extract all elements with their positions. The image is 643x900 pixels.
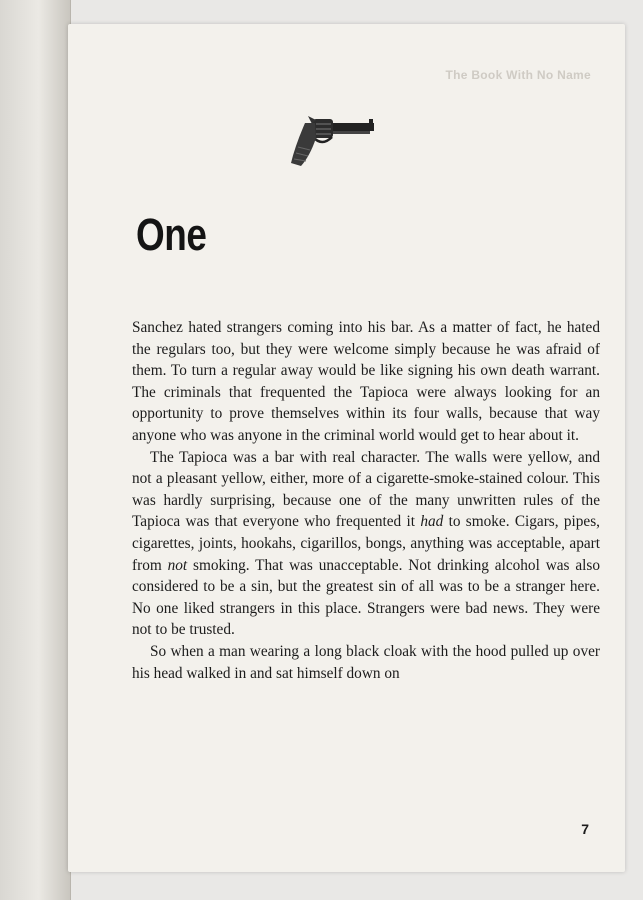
text-run: The Tapioca was a bar with real character. The walls were yellow, and not a pleasant yellow, either, more of a cigarette-smoke-stained colour. This was hardly surprising, because one of the many unwritten rules of the Tapioca was that everyone who frequented it — [132, 448, 600, 531]
text-run: So when a man wearing a long black cloak with the hood pulled up over his head walked in and sat himself down on — [132, 642, 600, 682]
text-run: smoking. That was unacceptable. Not drinking alcohol was also considered to be a sin, but the greatest sin of all was to be a stranger here. No one liked strangers in this place. Strangers were bad news. They were not to be trusted. — [132, 556, 601, 639]
paragraph — [132, 641, 600, 684]
text-run: Sanchez hated strangers coming into his bar. As a matter of fact, he hated the regulars too, but they were welcome simply because he was afraid of them. To turn a regular away would be like signing his own death warrant. The criminals that frequented the Tapioca were always looking for an opportunity to prove themselves within its four walls, because that way anyone who was anyone in the criminal world would get to hear about it. — [132, 319, 600, 444]
page-number: 7 — [581, 821, 589, 837]
body-text — [132, 317, 600, 684]
text-run: to smoke. Cigars, pipes, cigarettes, joints, hookahs, cigarillos, bongs, anything was acceptable, apart from — [132, 513, 600, 574]
running-header: The Book With No Name — [445, 68, 591, 82]
chapter-title: One — [136, 209, 207, 260]
paragraph — [132, 447, 600, 641]
emphasis-text: had — [420, 513, 444, 531]
left-page-edge — [0, 0, 71, 900]
emphasis-text: not — [167, 556, 188, 574]
book-page — [68, 24, 625, 872]
paragraph — [132, 317, 600, 447]
revolver-icon — [286, 110, 376, 170]
